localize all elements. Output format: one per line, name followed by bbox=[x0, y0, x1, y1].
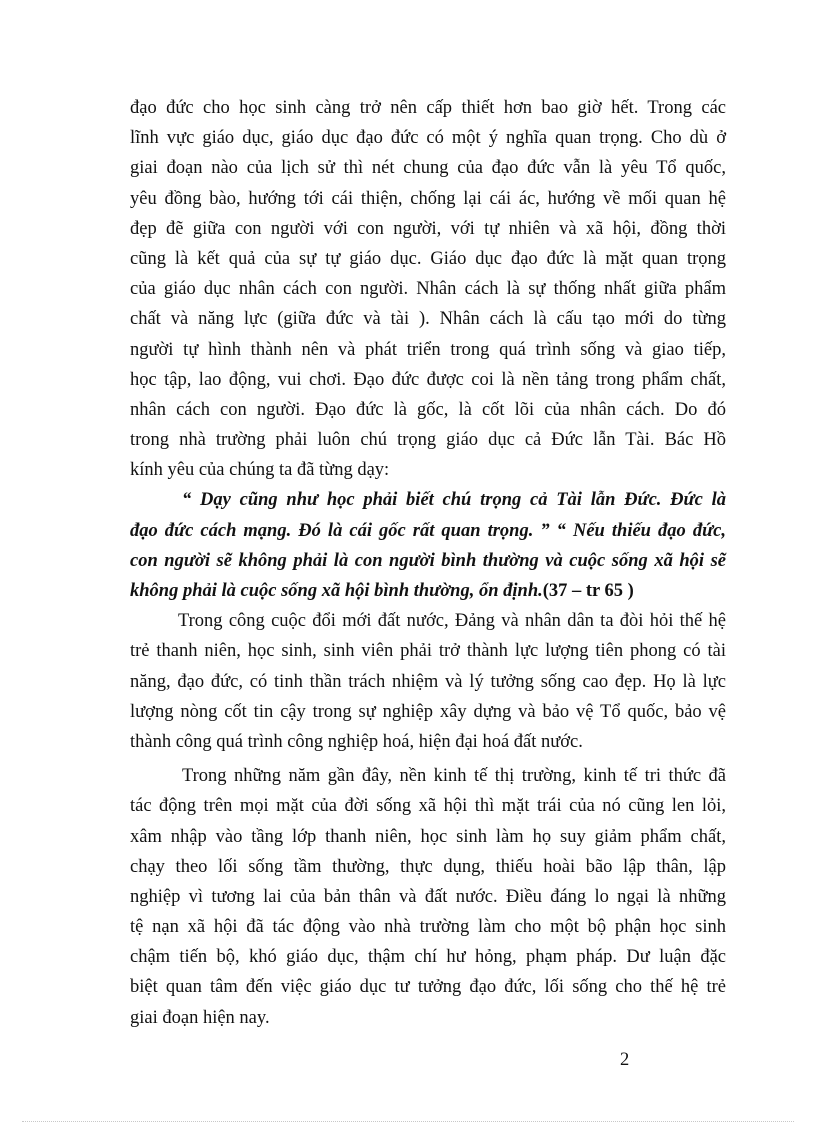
text-line: kính yêu của chúng ta đã từng dạy: bbox=[130, 460, 390, 481]
text-line: lượng nòng cốt tin cậy trong sự nghiệp xây dựng và bảo vệ Tổ quốc, bảo vệ bbox=[130, 701, 726, 722]
quote-text: không phải là cuộc sống xã hội bình thường, ổn định. bbox=[130, 581, 543, 601]
text-line: giai đoạn hiện nay. bbox=[130, 1007, 270, 1028]
text-line: Trong những năm gần đây, nền kinh tế thị trường, kinh tế tri thức đã bbox=[182, 766, 726, 787]
text-line: nhân cách con người. Đạo đức là gốc, là cốt lõi của nhân cách. Do đó bbox=[130, 399, 726, 420]
text-line: chạy theo lối sống tầm thường, thực dụng, thiếu hoài bão lập thân, lập bbox=[130, 856, 726, 877]
text-line: học tập, lao động, vui chơi. Đạo đức được coi là nền tảng trong phẩm chất, bbox=[130, 369, 726, 390]
paragraph-2 bbox=[130, 606, 726, 757]
text-line: giai đoạn nào của lịch sử thì nét chung của đạo đức vẫn là yêu Tổ quốc, bbox=[130, 158, 726, 179]
page-number: 2 bbox=[620, 1050, 630, 1070]
quote-line: đạo đức cách mạng. Đó là cái gốc rất quan trọng. ” “ Nếu thiếu đạo đức, bbox=[130, 520, 726, 541]
text-line: Trong công cuộc đổi mới đất nước, Đảng và nhân dân ta đòi hỏi thế hệ bbox=[178, 611, 726, 632]
paragraph-1 bbox=[130, 93, 726, 485]
text-line: đẹp đẽ giữa con người với con người, với tự nhiên và xã hội, đồng thời bbox=[130, 218, 726, 239]
text-line: chậm tiến bộ, khó giáo dục, thậm chí hư hỏng, phạm pháp. Dư luận đặc bbox=[130, 947, 726, 968]
text-line: lĩnh vực giáo dục, giáo dục đạo đức có một ý nghĩa quan trọng. Cho dù ở bbox=[130, 128, 726, 149]
text-line: người tự hình thành nên và phát triển trong quá trình sống và giao tiếp, bbox=[130, 339, 726, 360]
quote-reference: (37 – tr 65 ) bbox=[542, 581, 634, 601]
text-line: trẻ thanh niên, học sinh, sinh viên phải trở thành lực lượng tiên phong có tài bbox=[130, 641, 726, 662]
body-text bbox=[130, 93, 726, 1033]
text-line: trong nhà trường phải luôn chú trọng giáo dục cả Đức lẫn Tài. Bác Hồ bbox=[130, 430, 726, 451]
text-line: tác động trên mọi mặt của đời sống xã hội thì mặt trái của nó cũng len lỏi, bbox=[130, 796, 726, 817]
text-line: biệt quan tâm đến việc giáo dục tư tưởng đạo đức, lối sống cho thế hệ trẻ bbox=[130, 977, 726, 998]
text-line: thành công quá trình công nghiệp hoá, hiện đại hoá đất nước. bbox=[130, 731, 583, 752]
quote-line bbox=[130, 576, 726, 606]
text-line: của giáo dục nhân cách con người. Nhân cách là sự thống nhất giữa phẩm bbox=[130, 279, 726, 300]
quote-line: con người sẽ không phải là con người bình thường và cuộc sống xã hội sẽ bbox=[130, 550, 726, 571]
text-line: yêu đồng bào, hướng tới cái thiện, chống lại cái ác, hướng về mối quan hệ bbox=[130, 188, 726, 209]
quote-line: “ Dạy cũng như học phải biết chú trọng cả Tài lẫn Đức. Đức là bbox=[182, 490, 726, 511]
quote-block bbox=[130, 485, 726, 606]
text-line: năng, đạo đức, có tinh thần trách nhiệm và lý tưởng sống cao đẹp. Họ là lực bbox=[130, 671, 726, 692]
text-line: cũng là kết quả của sự tự giáo dục. Giáo dục đạo đức là mặt quan trọng bbox=[130, 248, 726, 269]
text-line: chất và năng lực (giữa đức và tài ). Nhân cách là cấu tạo mới do từng bbox=[130, 309, 726, 330]
footer-rule bbox=[22, 1121, 794, 1122]
text-line: nghiệp vì tương lai của bản thân và đất nước. Điều đáng lo ngại là những bbox=[130, 886, 726, 907]
paragraph-3 bbox=[130, 761, 726, 1033]
text-line: xâm nhập vào tầng lớp thanh niên, học sinh làm họ suy giảm phẩm chất, bbox=[130, 826, 726, 847]
text-line: tệ nạn xã hội đã tác động vào nhà trường làm cho một bộ phận học sinh bbox=[130, 917, 726, 938]
text-line: đạo đức cho học sinh càng trở nên cấp thiết hơn bao giờ hết. Trong các bbox=[130, 98, 726, 118]
